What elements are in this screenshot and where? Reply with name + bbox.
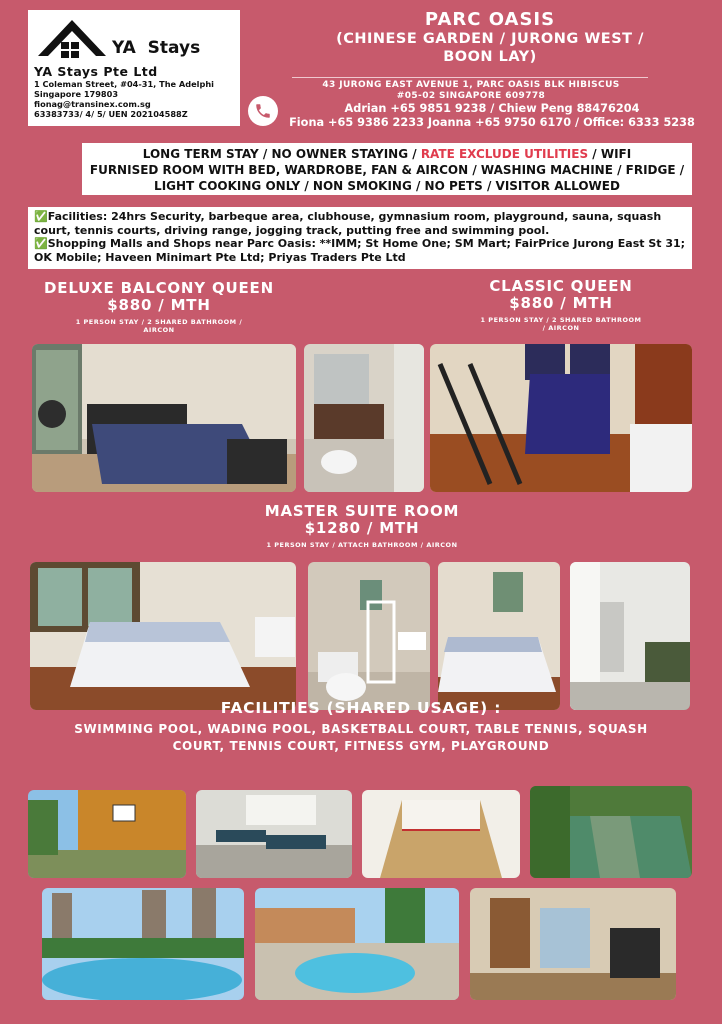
photo-squash-court <box>362 790 520 878</box>
photo-fitness-gym <box>470 888 676 1000</box>
company-phone-uen: 63383733/ 4/ 5/ UEN 202104588Z <box>34 109 188 119</box>
header-divider <box>292 77 648 78</box>
address-line-2: #05-02 SINGAPORE 609778 <box>396 91 546 101</box>
facilities-list <box>30 721 692 755</box>
room-price: $880 / MTH <box>509 294 613 312</box>
room-price: $880 / MTH <box>107 296 211 314</box>
room-desc-1: 1 PERSON STAY / ATTACH BATHROOM / AIRCON <box>266 541 458 549</box>
room-deluxe-balcony-queen <box>28 280 290 334</box>
photo-master-bedroom <box>30 562 296 710</box>
room-name: DELUXE BALCONY QUEEN <box>44 279 274 297</box>
facilities-line-2: COURT, TENNIS COURT, FITNESS GYM, PLAYGROUND <box>172 739 550 753</box>
brand-name: YA Stays <box>112 38 201 58</box>
photo-table-tennis <box>196 790 352 878</box>
terms-line-3: LIGHT COOKING ONLY / NON SMOKING / NO PETS / VISITOR ALLOWED <box>154 179 620 193</box>
terms-text: LONG TERM STAY / NO OWNER STAYING / <box>142 147 421 161</box>
room-name: MASTER SUITE ROOM <box>264 502 460 520</box>
room-desc-2: AIRCON <box>143 326 175 334</box>
property-address <box>288 80 654 102</box>
company-address-1: 1 Coleman Street, #04-31, The Adelphi <box>34 79 214 89</box>
property-title: PARC OASIS <box>424 9 556 30</box>
photo-tennis-court <box>530 786 692 878</box>
company-address-2: Singapore 179803 <box>34 89 119 99</box>
house-logo-icon <box>34 18 110 60</box>
property-subtitle-1: (CHINESE GARDEN / JURONG WEST / <box>336 31 644 47</box>
facilities-title: FACILITIES (SHARED USAGE) : <box>220 699 502 717</box>
photo-basketball-court <box>28 790 186 878</box>
photo-master-bed-side <box>438 562 560 710</box>
property-title-block <box>262 10 718 66</box>
facilities-nearby-box <box>28 207 692 269</box>
photo-wading-pool <box>255 888 459 1000</box>
rental-terms-bar <box>82 143 692 195</box>
property-subtitle-2: BOON LAY) <box>443 49 537 65</box>
contact-numbers <box>282 102 702 130</box>
photo-master-kitchen <box>570 562 690 710</box>
room-desc-2: / AIRCON <box>542 324 580 332</box>
phone-icon <box>248 96 278 126</box>
company-logo-card <box>28 10 240 126</box>
room-name: CLASSIC QUEEN <box>489 277 633 295</box>
photo-swimming-pool <box>42 888 244 1000</box>
facilities-list-text: ✅Facilities: 24hrs Security, barbeque area, clubhouse, gymnasium room, playground, sauna, squash court, tennis courts, driving range, jogging track, putting free and swimming pool. <box>34 210 662 237</box>
room-desc-1: 1 PERSON STAY / 2 SHARED BATHROOM / <box>75 318 243 326</box>
utilities-note: RATE EXCLUDE UTILITIES <box>420 147 593 161</box>
room-desc-1: 1 PERSON STAY / 2 SHARED BATHROOM <box>480 316 642 324</box>
terms-wifi: / WIFI <box>592 147 632 161</box>
room-master-suite <box>172 503 552 549</box>
room-price: $1280 / MTH <box>304 519 420 537</box>
photo-master-bathroom <box>308 562 430 710</box>
facilities-line-1: SWIMMING POOL, WADING POOL, BASKETBALL COURT, TABLE TENNIS, SQUASH <box>74 722 648 736</box>
terms-line-1 <box>82 146 692 162</box>
contact-line-2: Fiona +65 9386 2233 Joanna +65 9750 6170 / Office: 6333 5238 <box>289 116 695 129</box>
terms-line-2: FURNISED ROOM WITH BED, WARDROBE, FAN & AIRCON / WASHING MACHINE / FRIDGE / <box>89 163 685 177</box>
company-name: YA Stays Pte Ltd <box>34 64 158 79</box>
shopping-list-text: ✅Shopping Malls and Shops near Parc Oasis: **IMM; St Home One; SM Mart; FairPrice Jurong East St 31; OK Mobile; Haveen Minimart Pte Ltd; Priyas Traders Pte Ltd <box>34 237 686 264</box>
address-line-1: 43 JURONG EAST AVENUE 1, PARC OASIS BLK HIBISCUS <box>322 80 620 90</box>
contact-line-1: Adrian +65 9851 9238 / Chiew Peng 88476204 <box>344 102 640 115</box>
photo-deluxe-bathroom <box>304 344 424 492</box>
photo-deluxe-bedroom <box>32 344 296 492</box>
company-email: fionag@transinex.com.sg <box>34 99 151 109</box>
photo-classic-bedroom <box>430 344 692 492</box>
room-classic-queen <box>430 278 692 332</box>
